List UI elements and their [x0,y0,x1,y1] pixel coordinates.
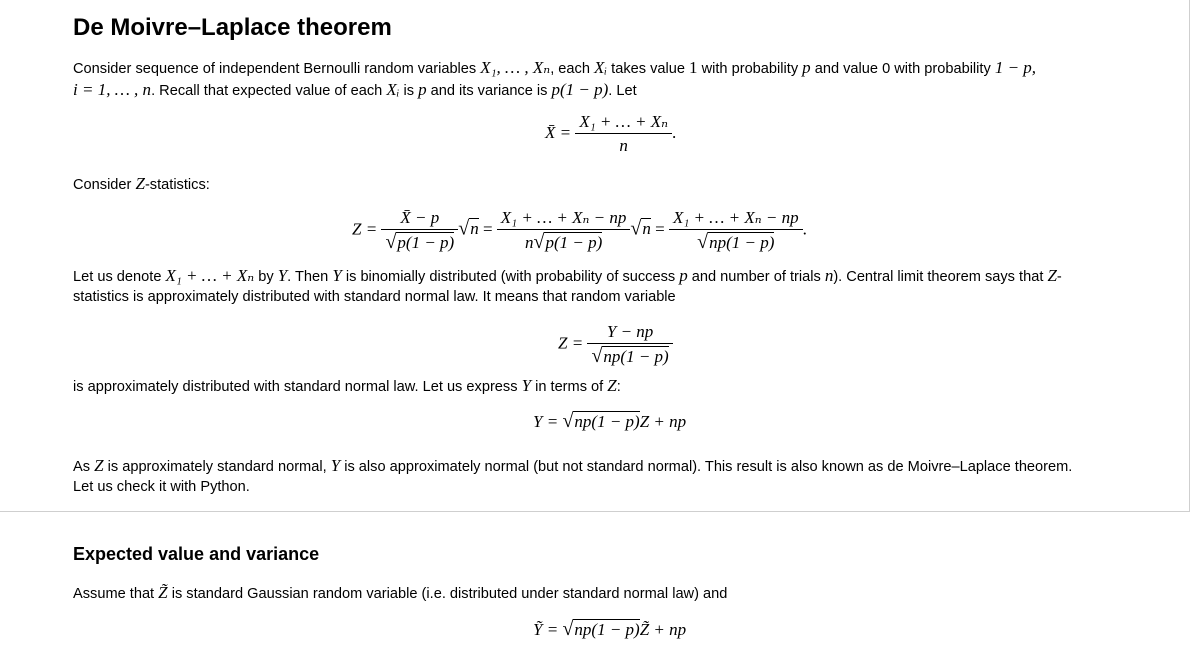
math: Y [521,376,532,395]
text: is approximately distributed with standard normal law. Let us express [73,379,522,395]
paragraph-bernoulli-line1 [73,57,1036,81]
sqrt-icon: √ [385,231,397,253]
text: As [73,459,95,475]
math: 1 [689,58,698,77]
radicand: n [470,219,479,239]
text: takes value [607,61,690,77]
denominator: n [619,136,628,155]
sqrt-icon: √ [458,217,470,240]
sqrt-icon: √ [591,345,603,367]
math: Z [94,456,104,475]
denominator: np(1 − p) [709,233,775,252]
text: is binomially distributed (with probability of success [341,269,680,285]
math: Y [277,266,288,285]
radicand: np(1 − p) [574,412,640,431]
text: Consider sequence of independent Bernoulli random variables [73,61,481,77]
numerator: Y − np [587,322,672,344]
math: Z [607,376,617,395]
text: ). Central limit theorem says that [833,269,1048,285]
fraction-2 [497,208,631,253]
text: Let us denote [73,269,166,285]
math: Z [1047,266,1057,285]
text: and number of trials [687,269,825,285]
text: Assume that [73,586,159,602]
math: Z [135,174,145,193]
radicand: n [642,219,651,239]
eq-rest: Z̃ + np [639,620,687,639]
text: . Let [608,83,637,99]
numerator: X̄ − p [381,208,458,230]
math: i = 1, … , n [73,80,152,99]
sqrt-icon: √ [562,618,574,640]
text: in terms of [531,379,608,395]
math: n [824,266,834,285]
equation-xbar [545,112,676,156]
denominator-radicand: p(1 − p) [545,233,603,252]
text: and its variance is [426,83,552,99]
math: p [802,58,811,77]
section-title: De Moivre–Laplace theorem [73,14,392,41]
numerator: X₁ + … + Xₙ [575,112,672,134]
paragraph-binomial-line1 [73,265,1062,289]
text: is also approximately normal (but not standard normal). This result is also known as de Moivre–Laplace theorem. [340,459,1073,475]
math: X₁ + … + Xₙ [165,266,255,285]
text: . Recall that expected value of each [151,83,387,99]
paragraph-binomial-line2: statistics is approximately distributed with standard normal law. It means that random variable [73,289,676,305]
text: is standard Gaussian random variable (i.e. distributed under standard normal law) and [167,586,728,602]
text: : [616,379,621,395]
math: p [679,266,688,285]
text: by [254,269,278,285]
eq-lhs: Y = [533,412,559,431]
paragraph-gaussian [73,582,727,606]
eq-lhs: Ỹ = [533,620,559,639]
radicand: np(1 − p) [574,620,640,639]
equals: = [655,219,665,239]
math: Xᵢ [386,80,400,99]
equation-z-statistics [352,208,807,253]
sqrt-icon: √ [697,231,709,253]
math: Z̃ [158,583,168,602]
eq-end: . [672,122,677,142]
text: Consider [73,177,136,193]
text: with probability [697,61,803,77]
text: - [1056,269,1062,285]
fraction-3 [669,208,803,253]
math: 1 − p, [994,58,1037,77]
text: . Then [287,269,333,285]
eq-lhs: Z = [558,333,584,353]
math: Y [330,456,341,475]
fraction-1 [381,208,458,253]
text: and value 0 with probability [810,61,995,77]
numerator: X₁ + … + Xₙ − np [669,208,803,230]
equation-y [533,410,686,433]
math: p [418,80,427,99]
equals: = [482,219,493,239]
math: X₁, … , Xₙ [480,58,551,77]
text: -statistics: [144,177,210,193]
sqrt-icon: √ [630,217,642,240]
math: p(1 − p) [551,80,609,99]
sqrt-icon: √ [533,231,545,253]
paragraph-express-y [73,375,621,399]
subsection-title: Expected value and variance [73,544,320,564]
eq-rest: Z + np [639,412,687,431]
eq-lhs: X̄ = [545,122,572,142]
eq-end: . [802,219,807,239]
fraction [587,322,672,367]
math: Xᵢ [594,58,608,77]
equation-y-tilde [533,618,686,641]
denominator-n: n [524,233,534,252]
paragraph-z-statistics [73,173,210,197]
paragraph-conclusion-line2: Let us check it with Python. [73,479,250,495]
equation-z-binomial [558,322,673,367]
denominator: np(1 − p) [603,347,669,366]
numerator: X₁ + … + Xₙ − np [497,208,631,230]
paragraph-conclusion-line1 [73,455,1072,479]
eq-lhs: Z = [352,219,378,239]
fraction [575,112,672,156]
text: is approximately standard normal, [103,459,331,475]
text: is [399,83,419,99]
paragraph-bernoulli-line2 [73,79,637,103]
sqrt-icon: √ [562,410,574,432]
denominator: p(1 − p) [397,233,455,252]
text: , each [550,61,595,77]
math: Y [332,266,342,285]
